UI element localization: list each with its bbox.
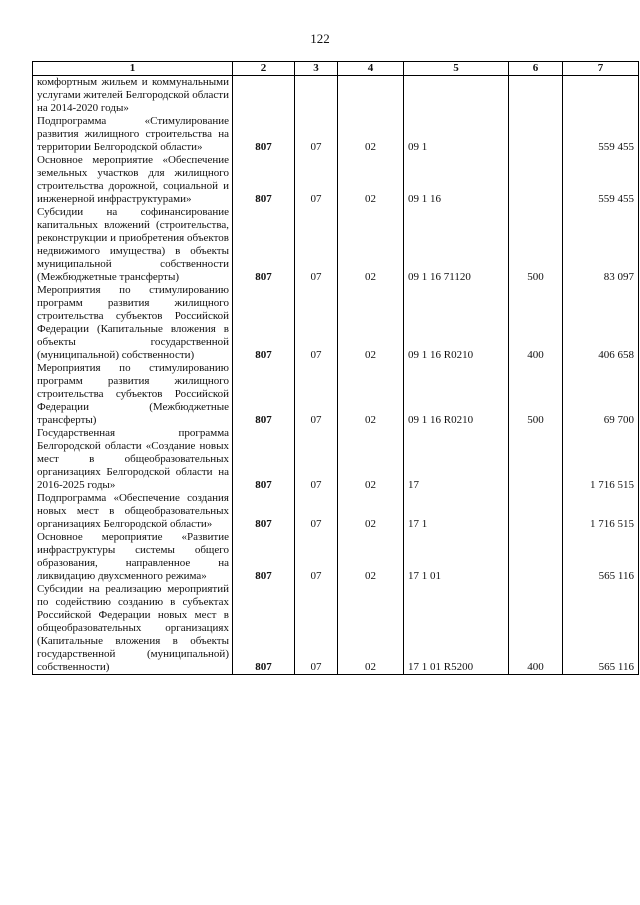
row-section: 07 (295, 154, 338, 206)
table-row (33, 492, 639, 531)
column-header: 5 (404, 62, 509, 76)
row-section: 07 (295, 284, 338, 362)
table-row (33, 427, 639, 492)
row-admin-code: 807 (233, 583, 295, 675)
row-expense-type: 400 (509, 583, 563, 675)
row-expense-type: 400 (509, 284, 563, 362)
row-admin-code: 807 (233, 531, 295, 583)
row-target-code: 09 1 16 R0210 (404, 362, 509, 427)
row-section (295, 76, 338, 116)
column-header: 4 (338, 62, 404, 76)
row-amount: 559 455 (563, 154, 639, 206)
row-target-code: 09 1 (404, 115, 509, 154)
row-target-code: 17 (404, 427, 509, 492)
table-row (33, 362, 639, 427)
budget-table (32, 61, 639, 675)
table-row (33, 206, 639, 284)
row-subsection: 02 (338, 154, 404, 206)
row-name: Мероприятия по стимулированию программ развития жилищного строительства субъектов Российской Федерации (Капитальные вложения в объекты государственной (муниципальной) собственности) (33, 284, 233, 362)
table-row (33, 284, 639, 362)
row-name: Мероприятия по стимулированию программ развития жилищного строительства субъектов Российской Федерации (Межбюджетные трансферты) (33, 362, 233, 427)
row-target-code: 09 1 16 71120 (404, 206, 509, 284)
table-row (33, 115, 639, 154)
table-row (33, 531, 639, 583)
row-section: 07 (295, 427, 338, 492)
row-target-code: 09 1 16 R0210 (404, 284, 509, 362)
row-subsection: 02 (338, 427, 404, 492)
row-expense-type (509, 427, 563, 492)
row-subsection: 02 (338, 492, 404, 531)
row-expense-type (509, 115, 563, 154)
row-amount: 69 700 (563, 362, 639, 427)
row-name: Подпрограмма «Стимулирование развития жилищного строительства на территории Белгородской области» (33, 115, 233, 154)
row-expense-type (509, 531, 563, 583)
row-amount: 559 455 (563, 115, 639, 154)
row-expense-type (509, 154, 563, 206)
table-row (33, 76, 639, 116)
row-section: 07 (295, 531, 338, 583)
row-amount: 406 658 (563, 284, 639, 362)
column-header: 6 (509, 62, 563, 76)
row-subsection: 02 (338, 583, 404, 675)
row-expense-type (509, 76, 563, 116)
row-target-code (404, 76, 509, 116)
row-amount (563, 76, 639, 116)
row-section: 07 (295, 492, 338, 531)
row-expense-type (509, 492, 563, 531)
row-admin-code (233, 76, 295, 116)
row-section: 07 (295, 583, 338, 675)
row-subsection: 02 (338, 531, 404, 583)
row-target-code: 17 1 01 (404, 531, 509, 583)
row-expense-type: 500 (509, 206, 563, 284)
column-header: 3 (295, 62, 338, 76)
row-name: Субсидии на реализацию мероприятий по содействию созданию в субъектах Российской Федерации новых мест в общеобразовательных организациях (Капитальные вложения в объекты государственной (муниципальной) собственности) (33, 583, 233, 675)
row-section: 07 (295, 362, 338, 427)
table-row (33, 583, 639, 675)
row-subsection (338, 76, 404, 116)
row-amount: 1 716 515 (563, 427, 639, 492)
row-amount: 565 116 (563, 583, 639, 675)
row-subsection: 02 (338, 362, 404, 427)
row-admin-code: 807 (233, 284, 295, 362)
row-expense-type: 500 (509, 362, 563, 427)
row-amount: 565 116 (563, 531, 639, 583)
row-name: Основное мероприятие «Развитие инфраструктуры системы общего образования, направленное на ликвидацию двухсменного режима» (33, 531, 233, 583)
column-header: 7 (563, 62, 639, 76)
row-amount: 83 097 (563, 206, 639, 284)
row-admin-code: 807 (233, 154, 295, 206)
row-admin-code: 807 (233, 427, 295, 492)
table-header-row (33, 62, 639, 76)
row-subsection: 02 (338, 284, 404, 362)
row-name: Субсидии на софинансирование капитальных вложений (строительства, реконструкции и приобретения объектов недвижимого имущества) в объекты муниципальной собственности (Межбюджетные трансферты) (33, 206, 233, 284)
row-section: 07 (295, 115, 338, 154)
row-name: Подпрограмма «Обеспечение создания новых мест в общеобразовательных организациях Белгородской области» (33, 492, 233, 531)
column-header: 1 (33, 62, 233, 76)
table-row (33, 154, 639, 206)
row-admin-code: 807 (233, 206, 295, 284)
row-amount: 1 716 515 (563, 492, 639, 531)
row-name: Государственная программа Белгородской области «Создание новых мест в общеобразовательных организациях Белгородской области на 2016-2025 годы» (33, 427, 233, 492)
row-target-code: 17 1 01 R5200 (404, 583, 509, 675)
row-subsection: 02 (338, 206, 404, 284)
row-target-code: 17 1 (404, 492, 509, 531)
row-admin-code: 807 (233, 362, 295, 427)
row-name: комфортным жильем и коммунальными услугами жителей Белгородской области на 2014-2020 годы» (33, 76, 233, 116)
column-header: 2 (233, 62, 295, 76)
row-subsection: 02 (338, 115, 404, 154)
row-admin-code: 807 (233, 492, 295, 531)
row-name: Основное мероприятие «Обеспечение земельных участков для жилищного строительства дорожной, социальной и инженерной инфраструктурами» (33, 154, 233, 206)
row-admin-code: 807 (233, 115, 295, 154)
row-section: 07 (295, 206, 338, 284)
page-number: 122 (310, 31, 330, 46)
row-target-code: 09 1 16 (404, 154, 509, 206)
